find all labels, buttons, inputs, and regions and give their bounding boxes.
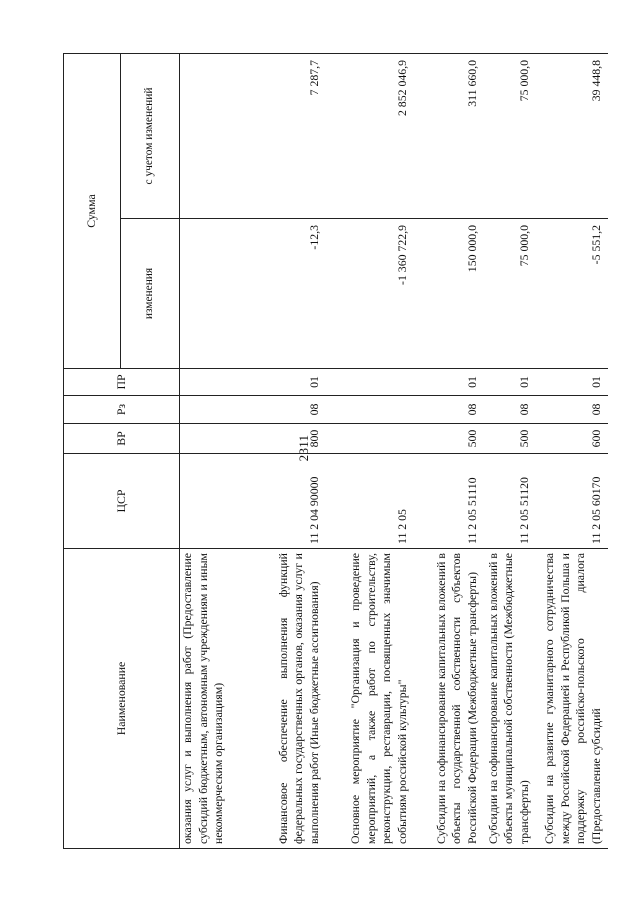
row-vr [180,424,252,454]
table-row [414,54,484,849]
row-vr: 800 [252,424,326,454]
row-vr: 500 [484,424,536,454]
row-rz: 08 [536,396,608,424]
row-name: Финансовое обеспечение выполнения функций федеральных государственных органов, оказания услуг и выполнения работ (Иные бюджетные ассигнования) [252,549,326,849]
row-name: Субсидии на развитие гуманитарного сотрудничества между Российской Федерацией и Республикой Польша и поддержку российско-польского диалога (Предоставление субсидий [536,549,608,849]
row-change: 75 000,0 [484,219,536,369]
row-rz [180,396,252,424]
header-rz: Рз [64,396,180,424]
row-vr: 600 [536,424,608,454]
row-change [180,219,252,369]
row-pr [326,369,414,396]
header-changes: изменения [121,219,180,369]
row-csr: 11 2 05 51110 [414,454,484,549]
header-with-changes: с учетом изменений [121,54,180,219]
row-rz: 08 [252,396,326,424]
row-pr [180,369,252,396]
row-name: Основное мероприятие "Организация и проведение мероприятий, а также работ по строительству, реконструкции, реставрации, посвященных значимым событиям российской культуры" [326,549,414,849]
header-pr: ПР [64,369,180,396]
header-sum: Сумма [64,54,121,369]
row-total: 39 448,8 [536,54,608,219]
table-row [326,54,414,849]
row-change: 150 000,0 [414,219,484,369]
row-pr: 01 [414,369,484,396]
table-row [252,54,326,849]
row-change: -5 551,2 [536,219,608,369]
table-row [536,54,608,849]
row-pr: 01 [252,369,326,396]
row-vr [326,424,414,454]
row-total: 7 287,7 [252,54,326,219]
row-pr: 01 [536,369,608,396]
row-total: 311 660,0 [414,54,484,219]
table-row [484,54,536,849]
header-name: Наименование [64,549,180,849]
row-name: Субсидии на софинансирование капитальных вложений в объекты государственной собственности субъектов Российской Федерации (Межбюджетные трансферты) [414,549,484,849]
row-rz [326,396,414,424]
header-vr: ВР [64,424,180,454]
row-csr [180,454,252,549]
row-csr: 11 2 05 [326,454,414,549]
row-total: 2 852 046,9 [326,54,414,219]
budget-table [63,53,608,849]
row-vr: 500 [414,424,484,454]
row-pr: 01 [484,369,536,396]
row-rz: 08 [414,396,484,424]
row-csr: 11 2 05 51120 [484,454,536,549]
row-csr: 11 2 04 90000 [252,454,326,549]
page-number: 2311 [296,434,311,462]
table-row [180,54,252,849]
rotated-table-container [63,54,635,849]
row-csr: 11 2 05 60170 [536,454,608,549]
row-rz: 08 [484,396,536,424]
row-total: 75 000,0 [484,54,536,219]
row-name: Субсидии на софинансирование капитальных вложений в объекты муниципальной собственности (Межбюджетные трансферты) [484,549,536,849]
header-csr: ЦСР [64,454,180,549]
row-name: оказания услуг и выполнения работ (Предоставление субсидий бюджетным, автономным учреждениям и иным некоммерческим организациям) [180,549,252,849]
row-change: -12,3 [252,219,326,369]
row-total [180,54,252,219]
row-change: -1 360 722,9 [326,219,414,369]
